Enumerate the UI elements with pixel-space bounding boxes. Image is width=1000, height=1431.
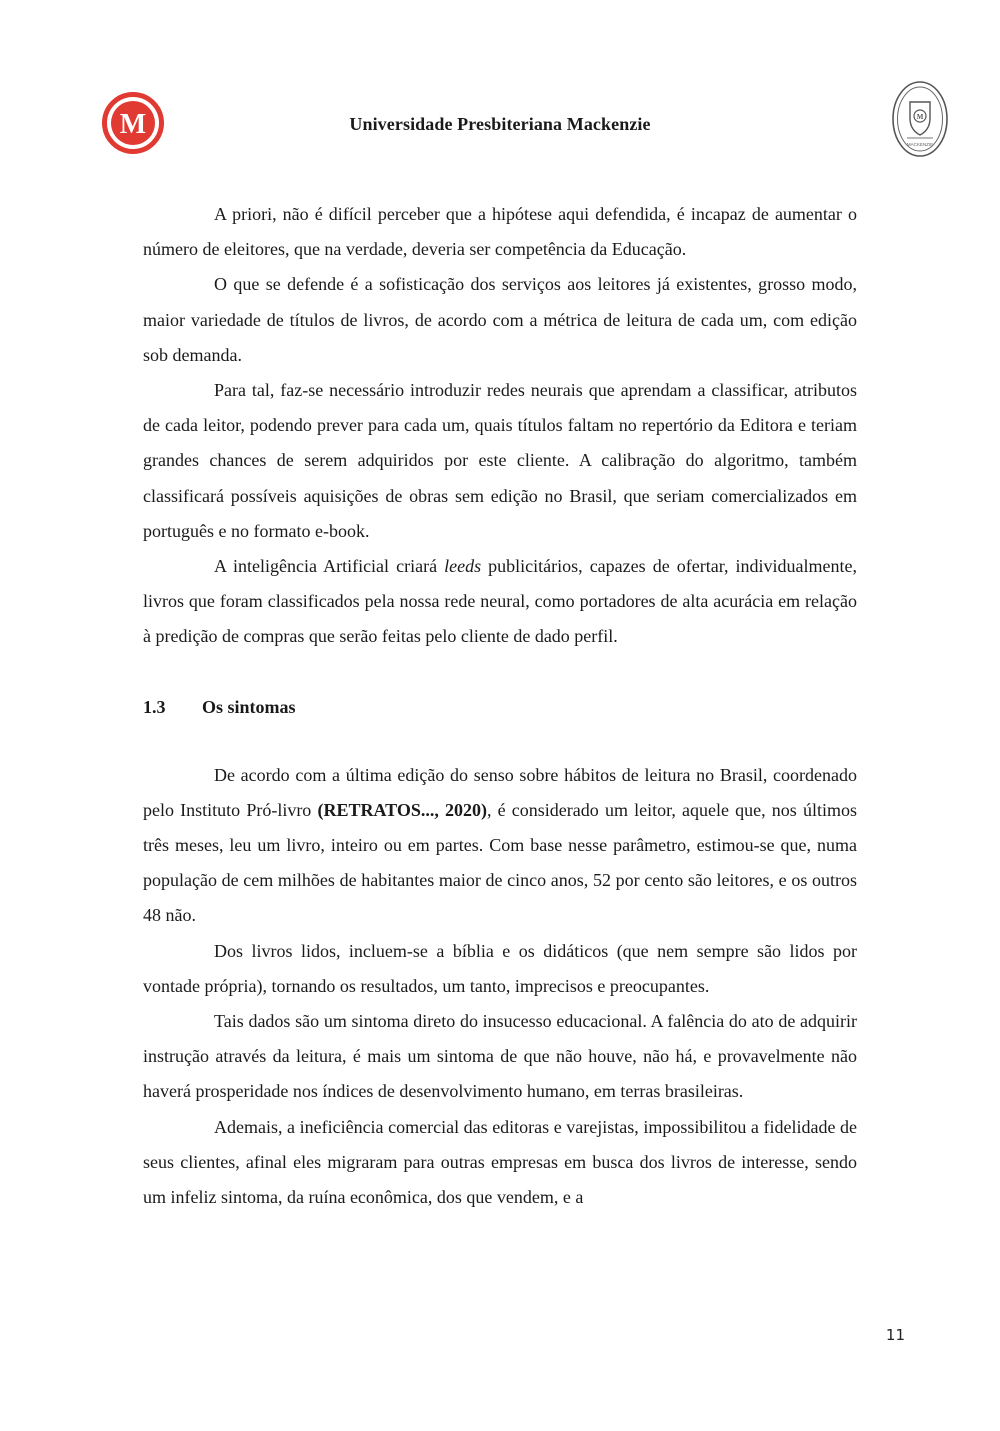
- seal-letter: M: [916, 113, 924, 121]
- page-header: [0, 80, 1000, 170]
- paragraph-1: A priori, não é difícil perceber que a hipótese aqui defendida, é incapaz de aumentar o número de eleitores, que na verdade, deveria ser competência da Educação.: [143, 204, 857, 260]
- paragraph-5: [143, 758, 857, 934]
- paragraph-2: O que se defende é a sofisticação dos serviços aos leitores já existentes, grosso modo, maior variedade de títulos de livros, de acordo com a métrica de leitura de cada um, com edição sob demanda.: [143, 274, 857, 365]
- paragraph-8: Ademais, a ineficiência comercial das editoras e varejistas, impossibilitou a fidelidade de seus clientes, afinal eles migraram para outras empresas em busca dos livros de interesse, sendo um infeliz sintoma, da ruína econômica, dos que vendem, e a: [143, 1116, 857, 1208]
- leeds-term: leeds: [444, 556, 482, 577]
- paragraph-4-text-a: A inteligência Artificial criará: [214, 556, 445, 577]
- seal-text: MACKENZIE: [906, 142, 934, 147]
- section-title: Os sintomas: [202, 696, 296, 717]
- paragraph-4: [143, 549, 857, 655]
- university-seal-icon: [891, 80, 949, 158]
- citation-reference: (RETRATOS..., 2020): [317, 799, 487, 820]
- section-number: 1.3: [143, 696, 166, 717]
- document-body: [143, 197, 857, 1215]
- paragraph-3: Para tal, faz-se necessário introduzir redes neurais que aprendam a classificar, atributos de cada leitor, podendo prever para cada um, quais títulos faltam no repertório da Editora e teriam grandes chances de serem adquiridos por este cliente. A calibração do algoritmo, também classificará possíveis aquisições de obras sem edição no Brasil, que seriam comercializados em português e no formato e-book.: [143, 380, 857, 541]
- paragraph-4-text-b: publicitários, capazes de ofertar, individualmente, livros que foram classificados pela nossa rede neural, como portadores de alta acurácia em relação à predição de compras que serão feitas pelo cliente de dado perfil.: [143, 556, 858, 647]
- paragraph-6: Dos livros lidos, incluem-se a bíblia e os didáticos (que nem sempre são lidos por vontade própria), tornando os resultados, um tanto, imprecisos e preocupantes.: [143, 940, 857, 996]
- paragraph-5-text-a: De acordo com a última edição do senso sobre hábitos de leitura no Brasil, coordenado pelo Instituto Pró-livro: [143, 764, 857, 820]
- paragraph-7: Tais dados são um sintoma direto do insucesso educacional. A falência do ato de adquirir instrução através da leitura, é mais um sintoma de que não houve, não há, e provavelmente não haverá prosperidade nos índices de desenvolvimento humano, em terras brasileiras.: [143, 1011, 857, 1102]
- paragraph-5-text-b: , é considerado um leitor, aquele que, nos últimos três meses, leu um livro, inteiro ou em partes. Com base nesse parâmetro, estimou-se que, numa população de cem milhões de habitantes maior de cinco anos, 52 por cento são leitores, e os outros 48 não.: [143, 799, 857, 926]
- page-number: 11: [885, 1326, 905, 1344]
- university-title: Universidade Presbiteriana Mackenzie: [349, 114, 651, 134]
- logo-letter: M: [119, 109, 147, 140]
- section-heading: [143, 690, 857, 725]
